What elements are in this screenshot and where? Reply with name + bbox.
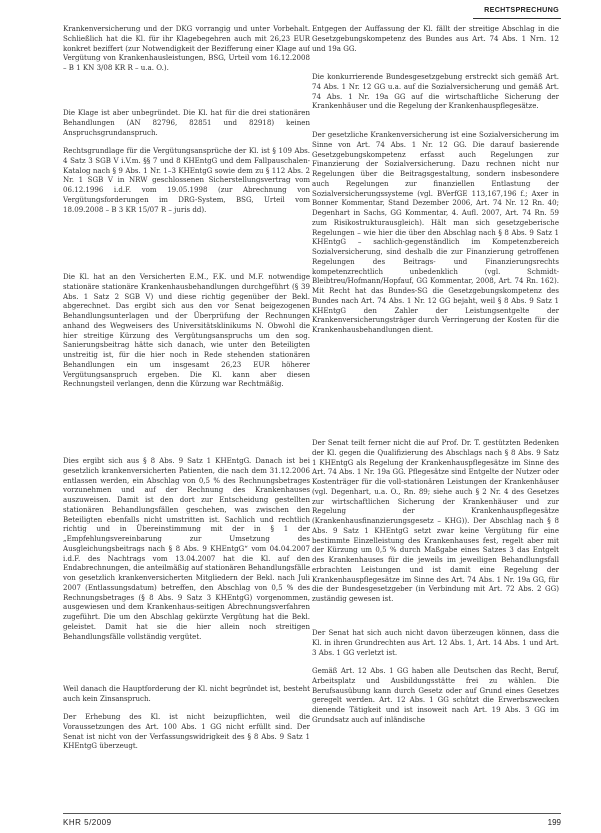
paragraph: Entgegen der Auffassung der Kl. fällt der streitige Abschlag in die Gesetzgebungskompetenz des Bundes aus Art. 74 Abs. 1 Nrn. 12 und 19a GG. [312, 24, 559, 53]
left-column [63, 24, 310, 760]
page-number: 199 [547, 818, 561, 827]
paragraph: Weil danach die Hauptforderung der Kl. nicht begründet ist, besteht auch kein Zinsanspruch. [63, 684, 310, 703]
right-column [312, 24, 559, 734]
paragraph: Der Erhebung des Kl. ist nicht beizupflichten, weil die Voraussetzungen des Art. 100 Abs. 1 GG nicht erfüllt sind. Der Senat ist nicht von der Verfassungswidrigkeit des § 8 Abs. 9 Satz 1 KHEntgG überzeugt. [63, 712, 310, 751]
paragraph: Rechtsgrundlage für die Vergütungsansprüche der Kl. ist § 109 Abs. 4 Satz 3 SGB V i.V.m. §§ 7 und 8 KHEntgG und dem Fallpauschalen-Katalog nach § 9 Abs. 1 Nr. 1–3 KHEntgG sowie dem zu § 112 Abs. 2 Nr. 1 SGB V in NRW geschlossenen Sicherstellungsvertrag vom 06.12.1996 i.d.F. vom 19.05.1998 (zur Abrechnung von Vergütungsforderungen im DRG-System, BSG, Urteil vom 18.09.2008 – B 3 KR 15/07 R – juris dd). [63, 146, 310, 214]
paragraph: Der Senat teilt ferner nicht die auf Prof. Dr. T. gestützten Bedenken der Kl. gegen die Qualifizierung des Abschlags nach § 8 Abs. 9 Satz 1 KHEntgG als Regelung der Krankenhauspflegesätze im Sinne des Art. 74 Abs. 1 Nr. 19a GG. Pflegesätze sind Entgelte der Nutzer oder Kostenträger für die voll-stationären Leistungen der Krankenhäuser (vgl. Degenhart, u.a. O., Rn. 89; siehe auch § 2 Nr. 4 des Gesetzes zur wirtschaftlichen Sicherung der Krankenhäuser und zur Regelung der Krankenhauspflegesätze (Krankenhausfinanzierungsgesetz – KHG)). Der Abschlag nach § 8 Abs. 9 Satz 1 KHEntgG setzt zwar keine Vergütung für eine bestimmte Einzelleistung des Krankenhauses fest, regelt aber mit der Kürzung um 0,5 % durch Maßgabe eines Satzes 3 das Entgelt des Krankenhauses für die jeweils im jeweiligen Behandlungsfall erbrachten Leistungen und ist damit eine Regelung der Krankenhauspflegesätze im Sinne des Art. 74 Abs. 1 Nr. 19a GG, für die der Bundesgesetzgeber (in Verbindung mit Art. 72 Abs. 2 GG) zuständig gewesen ist. [312, 438, 559, 603]
paragraph: Krankenversicherung und der DKG vorrangig und unter Vorbehalt. Schließlich hat die Kl. für ihr Klagebegehren auch mit 26,23 EUR konkret beziffert (zur Notwendigkeit der Bezifferung einer Klage auf Vergütung von Krankenhausleistungen, BSG, Urteil vom 16.12.2008 – B 1 KN 3/08 KR R – u.a. O.). [63, 24, 310, 72]
section-header [473, 0, 561, 19]
footer-rule [63, 813, 561, 814]
paragraph: Der gesetzliche Krankenversicherung ist eine Sozialversicherung im Sinne von Art. 74 Abs. 1 Nr. 12 GG. Die darauf basierende Gesetzgebungskompetenz erfasst auch Regelungen zur Finanzierung der Sozialversicherung. Dazu rechnen nicht nur Regelungen über die Beitragsgestaltung, sondern insbesondere auch Regelungen zur finanziellen Entlastung der Sozialversicherungssysteme (vgl. BVerfGE 113,167,196 f.; Axer in Bonner Kommentar, Stand Dezember 2006, Art. 74 Nr. 12 Rn. 40; Degenhart in Sachs, GG Kommentar, 4. Aufl. 2007, Art. 74 Rn. 59 zum Risikostrukturausgleich). Hält man sich gesetzgeberische Regelungen – wie hier die über den Abschlag nach § 8 Abs. 9 Satz 1 KHEntgG – sachlich-gegenständlich im Kompetenzbereich Sozialversicherung, sind deshalb die zur Finanzierung getroffenen Regelungen des Beitrags- und Finanzierungsrechts kompetenzrechtlich unbedenklich (vgl. Schmidt-Bleibtreu/Hofmann/Hopfauf, GG Kommentar, 2008, Art. 74 Rn. 162). Mit Recht hat das Bundes-SG die Gesetzgebungskompetenz des Bundes nach Art. 74 Abs. 1 Nr. 12 GG bejaht, weil § 8 Abs. 9 Satz 1 KHEntgG den Zahler der Leistungsentgelte der Krankenversicherungsträger durch Verringerung der Kosten für die Krankenhausbehandlungen dient. [312, 130, 559, 334]
paragraph: Dies ergibt sich aus § 8 Abs. 9 Satz 1 KHEntgG. Danach ist bei gesetzlich krankenversicherten Patienten, die nach dem 31.12.2006 entlassen werden, ein Abschlag von 0,5 % des Rechnungsbetrages vorzunehmen und auf der Rechnung des Krankenhauses auszuweisen. Damit ist den dort zur Entscheidung gestellten stationären Behandlungsfällen geschehen, was zwischen den Beteiligten ebenfalls nicht umstritten ist. Sachlich und rechtlich richtig und in Übereinstimmung mit der in § 1 der „Empfehlungsvereinbarung zur Umsetzung des Ausgleichungsbeitrags nach § 8 Abs. 9 KHEntgG“ vom 04.04.2007 i.d.F. des Nachtrags vom 13.04.2007 hat die Kl. auf den Endabrechnungen, die anteilmäßig auf stationären Behandlungsfälle von gesetzlich krankenversicherten Mitgliedern der Bekl. nach Juli 2007 (Entlassungsdatum) betreffen, den Abschlag von 0,5 % des Rechnungsbetrages (§ 8 Abs. 9 Satz 3 KHEntgG) vorgenommen, ausgewiesen und dem Krankenhaus-seitigen Abrechnungsverfahren zugeführt. Die um den Abschlag gekürzte Vergütung hat die Bekl. geleistet. Damit hat sie die hier allein noch streitigen Behandlungsfälle vollständig vergütet. [63, 456, 310, 641]
paragraph: Der Senat hat sich auch nicht davon überzeugen können, dass die Kl. in ihren Grundrechten aus Art. 12 Abs. 1, Art. 14 Abs. 1 und Art. 3 Abs. 1 GG verletzt ist. [312, 628, 559, 657]
journal-issue: KHR 5/2009 [63, 818, 112, 827]
paragraph: Die konkurrierende Bundesgesetzgebung erstreckt sich gemäß Art. 74 Abs. 1 Nr. 12 GG u.a. auf die Sozialversicherung und gemäß Art. 74 Abs. 1 Nr. 19a GG auf die wirtschaftliche Sicherung der Krankenhäuser und die Regelung der Krankenhauspflegesätze. [312, 72, 559, 111]
paragraph: Die Klage ist aber unbegründet. Die Kl. hat für die drei stationären Behandlungen (AN 82796, 82851 und 82918) keinen Anspruchsgrundanspruch. [63, 108, 310, 137]
paragraph: Die Kl. hat an den Versicherten E.M., F.K. und M.F. notwendige stationäre stationäre Krankenhausbehandlungen durchgeführt (§ 39 Abs. 1 Satz 2 SGB V) und diese richtig gegenüber der Bekl. abgerechnet. Das ergibt sich aus den vor Senat beigezogenen Behandlungsunterlagen und der Überprüfung der Rechnungen anhand des Wegweisers des Universitätsklinikums N. Obwohl die hier streitige Kürzung des Vergütungsanspruchs um den sog. Sanierungsbeitrag hätte sich danach, wie unter den Beteiligten unstreitig ist, für die hier noch in Rede stehenden stationären Behandlungen ein um insgesamt 26,23 EUR höherer Vergütungsanspruch ergeben. Die Kl. kann aber diesen Rechnungsteil verlangen, denn die Kürzung war Rechtmäßig. [63, 272, 310, 389]
section-title: RECHTSPRECHUNG [484, 5, 559, 14]
paragraph: Gemäß Art. 12 Abs. 1 GG haben alle Deutschen das Recht, Beruf, Arbeitsplatz und Ausbildungsstätte frei zu wählen. Die Berufsausübung kann durch Gesetz oder auf Grund eines Gesetzes geregelt werden. Art. 12 Abs. 1 GG schützt die Erwerbszwecken dienende Tätigkeit und ist insoweit nach Art. 19 Abs. 3 GG im Grundsatz auch auf inländische [312, 666, 559, 724]
